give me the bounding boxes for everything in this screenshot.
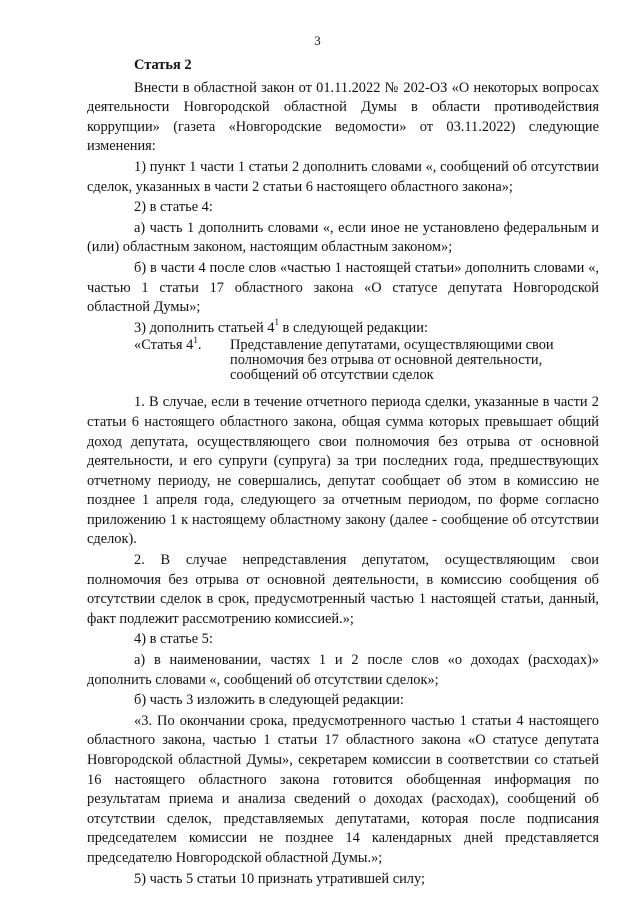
paragraph-3: «3. По окончании срока, предусмотренного частью 1 статьи 4 настоящего областного закона, частью 1 статьи 17 областного закона «О статусе депутата Новгородской областной Думы», секретарем комиссии в соответствии со статьей 16 настоящего областного закона готовится обобщенная информация по результатам приема и анализа сведений о доходах (расходах), сообщений об отсутствии сделок, представляемых депутатами, которая после подписания председателем комиссии не позднее 14 календарных дней представляется председателю Новгородской областной Думы.»; (87, 712, 599, 866)
item-5: 5) часть 5 статьи 10 признать утратившей силу; (134, 870, 425, 887)
paragraph-2: 2. В случае непредставления депутатом, осуществляющим свои полномочия без отрыва от основной деятельности, в комиссию сообщения об отсутствии сделок в срок, предусмотренный частью 1 настоящей статьи, данный, факт подлежит рассмотрению комиссией.»; (87, 552, 599, 627)
intro-paragraph: Внести в областной закон от 01.11.2022 № 202-ОЗ «О некоторых вопросах деятельности Новгородской областной Думы в области противодействия коррупции» (газета «Новгородские ведомости» от 03.11.2022) следующие изменения: (87, 79, 599, 155)
new-article-label-text: «Статья 4 (134, 337, 194, 354)
item-3-text-end: в следующей редакции: (278, 319, 428, 336)
item-2a: а) часть 1 дополнить словами «, если иное не установлено федеральным и (или) областным законом, настоящим областным законом»; (87, 219, 599, 256)
item-4b: б) часть 3 изложить в следующей редакции: (134, 692, 404, 709)
new-article-title: Представление депутатами, осуществляющими свои полномочия без отрыва от основной деятельности, сообщений об отсутствии сделок (230, 337, 554, 384)
item-4a: а) в наименовании, частях 1 и 2 после слов «о доходах (расходах)» дополнить словами «, сообщений об отсутствии сделок»; (87, 652, 599, 688)
item-4: 4) в статье 5: (134, 631, 213, 648)
new-article-superscript: 1 (193, 334, 198, 345)
item-3 (87, 316, 599, 339)
item-3-text: 3) дополнить статьей 4 (134, 319, 275, 336)
item-3-superscript: 1 (274, 316, 279, 327)
new-article-dot: . (197, 337, 202, 354)
item-1: 1) пункт 1 части 1 статьи 2 дополнить словами «, сообщений об отсутствии сделок, указанных в части 2 статьи 6 настоящего областного закона»; (87, 158, 599, 195)
item-2: 2) в статье 4: (134, 199, 213, 216)
new-article-label (134, 334, 230, 383)
item-2b: б) в части 4 после слов «частью 1 настоящей статьи» дополнить словами «, частью 1 статьи 17 областного закона «О статусе депутата Новгородской областной Думы»; (87, 259, 599, 316)
new-article-heading (87, 334, 599, 384)
page-number: 3 (314, 33, 321, 48)
document-body (87, 56, 599, 889)
article-title: Статья 2 (134, 57, 192, 73)
paragraph-1: 1. В случае, если в течение отчетного периода сделки, указанные в части 2 статьи 6 настоящего областного закона, общая сумма которых превышает общий доход депутата, осуществляющего свои полномочия без отрыва от основной деятельности, и его супруги (супруга) за три последних года, предшествующих отчетному периоду, не совершались, депутат сообщает об этом в комиссию не позднее 1 апреля года, следующего за отчетным периодом, по форме согласно приложению 1 к настоящему областному закону (далее - сообщение об отсутствии сделок). (87, 394, 599, 548)
